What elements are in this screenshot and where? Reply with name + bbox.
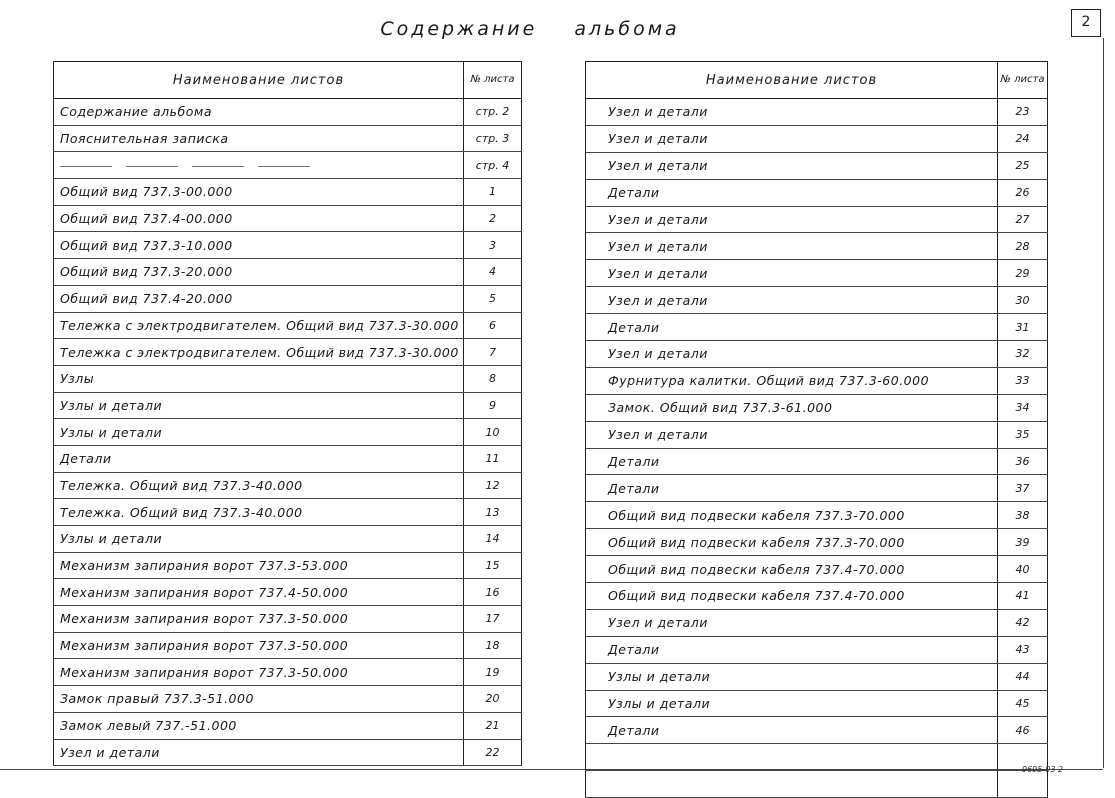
table-row bbox=[54, 526, 522, 553]
sheet-name-cell: Механизм запирания ворот 737.3-50.000 bbox=[54, 606, 464, 633]
frame-right-border bbox=[1103, 38, 1104, 768]
sheet-name-cell: Механизм запирания ворот 737.3-50.000 bbox=[54, 632, 464, 659]
table-row bbox=[54, 659, 522, 686]
left-table-body bbox=[54, 99, 522, 766]
table-row bbox=[54, 365, 522, 392]
sheet-number-cell: 2 bbox=[464, 205, 522, 232]
table-row bbox=[54, 445, 522, 472]
sheet-name-cell: Замок. Общий вид 737.3-61.000 bbox=[586, 394, 998, 421]
sheet-name-cell: Механизм запирания ворот 737.4-50.000 bbox=[54, 579, 464, 606]
sheet-number-cell: 11 bbox=[464, 445, 522, 472]
page-title: Содержание альбома bbox=[380, 18, 680, 40]
sheet-name-cell: Узел и детали bbox=[586, 233, 998, 260]
table-row bbox=[586, 583, 1048, 610]
sheet-number-cell: 7 bbox=[464, 339, 522, 366]
table-row bbox=[586, 529, 1048, 556]
sheet-number-cell: 14 bbox=[464, 526, 522, 553]
sheet-number-cell: 31 bbox=[998, 314, 1048, 341]
sheet-number-cell: 23 bbox=[998, 99, 1048, 126]
sheet-name-cell: Узел и детали bbox=[586, 287, 998, 314]
sheet-name-cell: Общий вид 737.4-00.000 bbox=[54, 205, 464, 232]
sheet-number-cell: 6 bbox=[464, 312, 522, 339]
sheet-name-cell: Узел и детали bbox=[586, 421, 998, 448]
sheet-number-cell: 45 bbox=[998, 690, 1048, 717]
table-row bbox=[586, 448, 1048, 475]
table-row bbox=[586, 152, 1048, 179]
table-row bbox=[586, 314, 1048, 341]
sheet-number-cell: 32 bbox=[998, 341, 1048, 368]
table-row bbox=[54, 259, 522, 286]
sheet-name-cell: Общий вид подвески кабеля 737.4-70.000 bbox=[586, 583, 998, 610]
sheet-number-cell: 17 bbox=[464, 606, 522, 633]
table-row bbox=[54, 552, 522, 579]
sheet-name-cell: Общий вид подвески кабеля 737.3-70.000 bbox=[586, 502, 998, 529]
table-row bbox=[586, 556, 1048, 583]
table-row bbox=[586, 609, 1048, 636]
placeholder-dash-line bbox=[192, 166, 244, 167]
sheet-name-cell: Механизм запирания ворот 737.3-53.000 bbox=[54, 552, 464, 579]
sheet-name-cell: Общий вид 737.3-20.000 bbox=[54, 259, 464, 286]
right-table-body bbox=[586, 99, 1048, 798]
table-row bbox=[586, 341, 1048, 368]
table-row bbox=[54, 152, 522, 179]
table-row bbox=[54, 579, 522, 606]
document-stamp: 9695-03 2 bbox=[1022, 765, 1064, 774]
sheet-number-cell: 38 bbox=[998, 502, 1048, 529]
sheet-number-cell: 13 bbox=[464, 499, 522, 526]
sheet-name-cell: Содержание альбома bbox=[54, 99, 464, 126]
sheet-name-cell: Узел и детали bbox=[586, 99, 998, 126]
sheet-name-cell: Детали bbox=[586, 475, 998, 502]
sheet-name-cell: Тележка. Общий вид 737.3-40.000 bbox=[54, 472, 464, 499]
table-row bbox=[586, 421, 1048, 448]
sheet-number-cell: 30 bbox=[998, 287, 1048, 314]
table-row bbox=[54, 339, 522, 366]
table-row bbox=[586, 206, 1048, 233]
sheet-name-cell: Общий вид подвески кабеля 737.3-70.000 bbox=[586, 529, 998, 556]
table-header-row bbox=[586, 62, 1048, 99]
table-row bbox=[54, 472, 522, 499]
sheet-name-cell: Замок правый 737.3-51.000 bbox=[54, 686, 464, 713]
table-row bbox=[54, 606, 522, 633]
sheet-name-cell: Узел и детали bbox=[54, 739, 464, 766]
sheet-name-cell: Узлы и детали bbox=[54, 392, 464, 419]
sheet-number-cell bbox=[998, 744, 1048, 771]
placeholder-dash-line bbox=[126, 166, 178, 167]
sheet-number-cell: 1 bbox=[464, 179, 522, 206]
sheet-name-cell: Узел и детали bbox=[586, 125, 998, 152]
sheet-number-cell: 4 bbox=[464, 259, 522, 286]
table-row bbox=[54, 99, 522, 126]
sheet-number-cell: 26 bbox=[998, 179, 1048, 206]
sheet-name-cell: Узлы и детали bbox=[586, 663, 998, 690]
table-row bbox=[54, 686, 522, 713]
sheet-name-cell: Узел и детали bbox=[586, 152, 998, 179]
sheet-name-cell: Тележка с электродвигателем. Общий вид 737.3-30.000 bbox=[54, 312, 464, 339]
sheet-number-cell: 35 bbox=[998, 421, 1048, 448]
table-header-row bbox=[54, 62, 522, 99]
sheet-number-cell: 40 bbox=[998, 556, 1048, 583]
sheet-name-cell: Фурнитура калитки. Общий вид 737.3-60.000 bbox=[586, 367, 998, 394]
table-row bbox=[586, 125, 1048, 152]
sheet-name-cell: Детали bbox=[586, 448, 998, 475]
sheet-number-cell: 12 bbox=[464, 472, 522, 499]
sheet-number-cell: 42 bbox=[998, 609, 1048, 636]
sheet-name-cell bbox=[586, 771, 998, 798]
table-row bbox=[54, 125, 522, 152]
sheet-number-cell: 43 bbox=[998, 636, 1048, 663]
sheet-number-cell: 16 bbox=[464, 579, 522, 606]
sheet-number-cell: 24 bbox=[998, 125, 1048, 152]
table-row bbox=[54, 312, 522, 339]
sheet-number-cell: 19 bbox=[464, 659, 522, 686]
sheet-number-cell: 46 bbox=[998, 717, 1048, 744]
left-contents-table bbox=[53, 61, 522, 766]
sheet-number-cell: стр. 4 bbox=[464, 152, 522, 179]
table-row bbox=[54, 232, 522, 259]
sheet-name-cell: Детали bbox=[586, 314, 998, 341]
sheet-name-cell: Замок левый 737.-51.000 bbox=[54, 712, 464, 739]
sheet-name-cell: Тележка. Общий вид 737.3-40.000 bbox=[54, 499, 464, 526]
sheet-name-cell: Детали bbox=[586, 717, 998, 744]
table-row bbox=[54, 499, 522, 526]
sheet-name-cell: Пояснительная записка bbox=[54, 125, 464, 152]
sheet-number-cell: 22 bbox=[464, 739, 522, 766]
sheet-number-cell: 41 bbox=[998, 583, 1048, 610]
sheet-number-cell: 25 bbox=[998, 152, 1048, 179]
sheet-name-cell: Общий вид 737.4-20.000 bbox=[54, 285, 464, 312]
table-row bbox=[586, 744, 1048, 771]
sheet-name-cell: Узел и детали bbox=[586, 260, 998, 287]
sheet-name-cell: Узел и детали bbox=[586, 341, 998, 368]
table-row bbox=[54, 419, 522, 446]
sheet-name-cell bbox=[54, 152, 464, 179]
sheet-name-cell: Узлы и детали bbox=[54, 419, 464, 446]
sheet-number-cell: 20 bbox=[464, 686, 522, 713]
table-row bbox=[586, 287, 1048, 314]
table-row bbox=[54, 285, 522, 312]
sheet-number-cell: 39 bbox=[998, 529, 1048, 556]
page-number: 2 bbox=[1071, 9, 1101, 37]
table-row bbox=[54, 179, 522, 206]
sheet-number-cell: 34 bbox=[998, 394, 1048, 421]
sheet-name-cell: Механизм запирания ворот 737.3-50.000 bbox=[54, 659, 464, 686]
sheet-number-cell: 5 bbox=[464, 285, 522, 312]
sheet-name-cell: Узлы и детали bbox=[54, 526, 464, 553]
sheet-number-cell: 15 bbox=[464, 552, 522, 579]
table-row bbox=[586, 771, 1048, 798]
sheet-number-cell bbox=[998, 771, 1048, 798]
table-row bbox=[586, 260, 1048, 287]
sheet-number-cell: 28 bbox=[998, 233, 1048, 260]
sheet-number-cell: 9 bbox=[464, 392, 522, 419]
sheet-number-cell: стр. 2 bbox=[464, 99, 522, 126]
sheet-number-cell: 36 bbox=[998, 448, 1048, 475]
table-row bbox=[586, 475, 1048, 502]
header-sheet-name: Наименование листов bbox=[54, 62, 464, 99]
sheet-name-cell bbox=[586, 744, 998, 771]
right-contents-table bbox=[585, 61, 1048, 798]
table-row bbox=[54, 739, 522, 766]
table-row bbox=[586, 717, 1048, 744]
sheet-number-cell: 27 bbox=[998, 206, 1048, 233]
sheet-name-cell: Общий вид 737.3-00.000 bbox=[54, 179, 464, 206]
table-row bbox=[586, 99, 1048, 126]
table-row bbox=[586, 636, 1048, 663]
table-row bbox=[586, 367, 1048, 394]
header-sheet-name: Наименование листов bbox=[586, 62, 998, 99]
sheet-number-cell: 3 bbox=[464, 232, 522, 259]
table-row bbox=[54, 205, 522, 232]
table-row bbox=[586, 233, 1048, 260]
sheet-number-cell: 33 bbox=[998, 367, 1048, 394]
header-sheet-number: № листа bbox=[998, 62, 1048, 99]
sheet-name-cell: Детали bbox=[586, 636, 998, 663]
sheet-number-cell: 37 bbox=[998, 475, 1048, 502]
sheet-number-cell: стр. 3 bbox=[464, 125, 522, 152]
sheet-number-cell: 44 bbox=[998, 663, 1048, 690]
sheet-name-cell: Узел и детали bbox=[586, 206, 998, 233]
sheet-number-cell: 8 bbox=[464, 365, 522, 392]
sheet-number-cell: 10 bbox=[464, 419, 522, 446]
sheet-name-cell: Узлы bbox=[54, 365, 464, 392]
sheet-name-cell: Детали bbox=[54, 445, 464, 472]
placeholder-dash-line bbox=[258, 166, 310, 167]
placeholder-dash-line bbox=[60, 166, 112, 167]
sheet-name-cell: Узлы и детали bbox=[586, 690, 998, 717]
sheet-name-cell: Детали bbox=[586, 179, 998, 206]
table-row bbox=[586, 663, 1048, 690]
table-row bbox=[586, 502, 1048, 529]
table-row bbox=[54, 712, 522, 739]
table-row bbox=[54, 392, 522, 419]
sheet-number-cell: 29 bbox=[998, 260, 1048, 287]
sheet-name-cell: Тележка с электродвигателем. Общий вид 737.3-30.000 bbox=[54, 339, 464, 366]
sheet-name-cell: Узел и детали bbox=[586, 609, 998, 636]
sheet-name-cell: Общий вид подвески кабеля 737.4-70.000 bbox=[586, 556, 998, 583]
table-row bbox=[54, 632, 522, 659]
table-row bbox=[586, 179, 1048, 206]
table-row bbox=[586, 690, 1048, 717]
table-row bbox=[586, 394, 1048, 421]
sheet-name-cell: Общий вид 737.3-10.000 bbox=[54, 232, 464, 259]
header-sheet-number: № листа bbox=[464, 62, 522, 99]
sheet-number-cell: 18 bbox=[464, 632, 522, 659]
sheet-number-cell: 21 bbox=[464, 712, 522, 739]
